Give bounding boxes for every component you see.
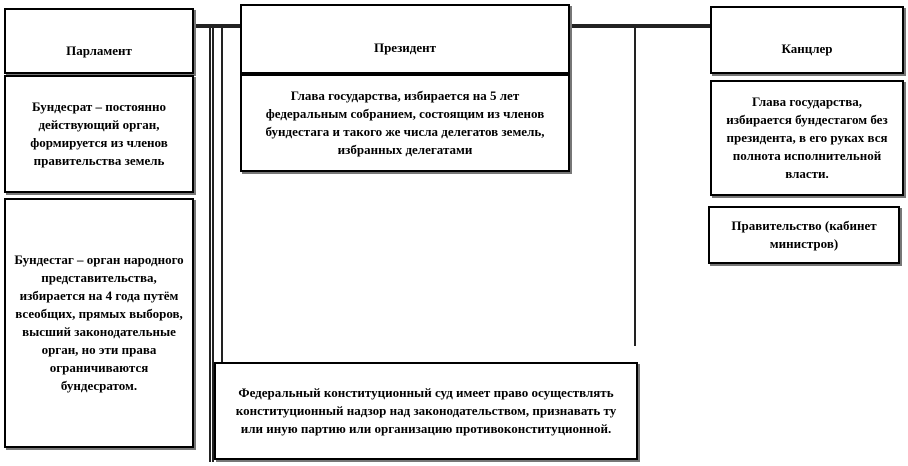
connector-parliament-president [193, 24, 240, 28]
constitutional-court-box [214, 362, 638, 460]
constitutional-court-text: Федеральный конституционный суд имеет право осуществлять конституционный надзор над законодательством, признавать ту или иную партию или организацию противоконституционной. [235, 385, 617, 436]
connector-president-chancellor [570, 24, 710, 28]
president-description-box [240, 74, 570, 172]
bundesrat-box [4, 75, 194, 193]
government-box [708, 206, 900, 264]
bundestag-box [4, 198, 194, 448]
president-title: Президент [373, 40, 437, 55]
chancellor-description-box [710, 80, 904, 196]
president-description: Глава государства, избирается на 5 лет федеральным собранием, состоящим из членов бундестага и такого же числа делегатов земель, избранных делегатами [265, 88, 545, 157]
connector-vertical-right [634, 26, 636, 346]
parliament-header-box [4, 8, 194, 74]
chancellor-header-box [710, 6, 904, 74]
chancellor-description: Глава государства, избирается бундестагом без президента, в его руках вся полнота исполнительной власти. [726, 94, 888, 181]
parliament-title: Парламент [66, 43, 132, 58]
connector-vertical-president-left [221, 26, 223, 366]
bundestag-text: Бундестаг – орган народного представительства, избирается на 4 года путём всеобщих, прямых выборов, высший законодательные орган, но эти права ограничиваются бундесратом. [14, 252, 184, 393]
bundesrat-text: Бундесрат – постоянно действующий орган, формируется из членов правительства земель [30, 99, 168, 168]
government-text: Правительство (кабинет министров) [731, 218, 877, 251]
president-header-box [240, 4, 570, 74]
chancellor-title: Канцлер [781, 41, 833, 56]
